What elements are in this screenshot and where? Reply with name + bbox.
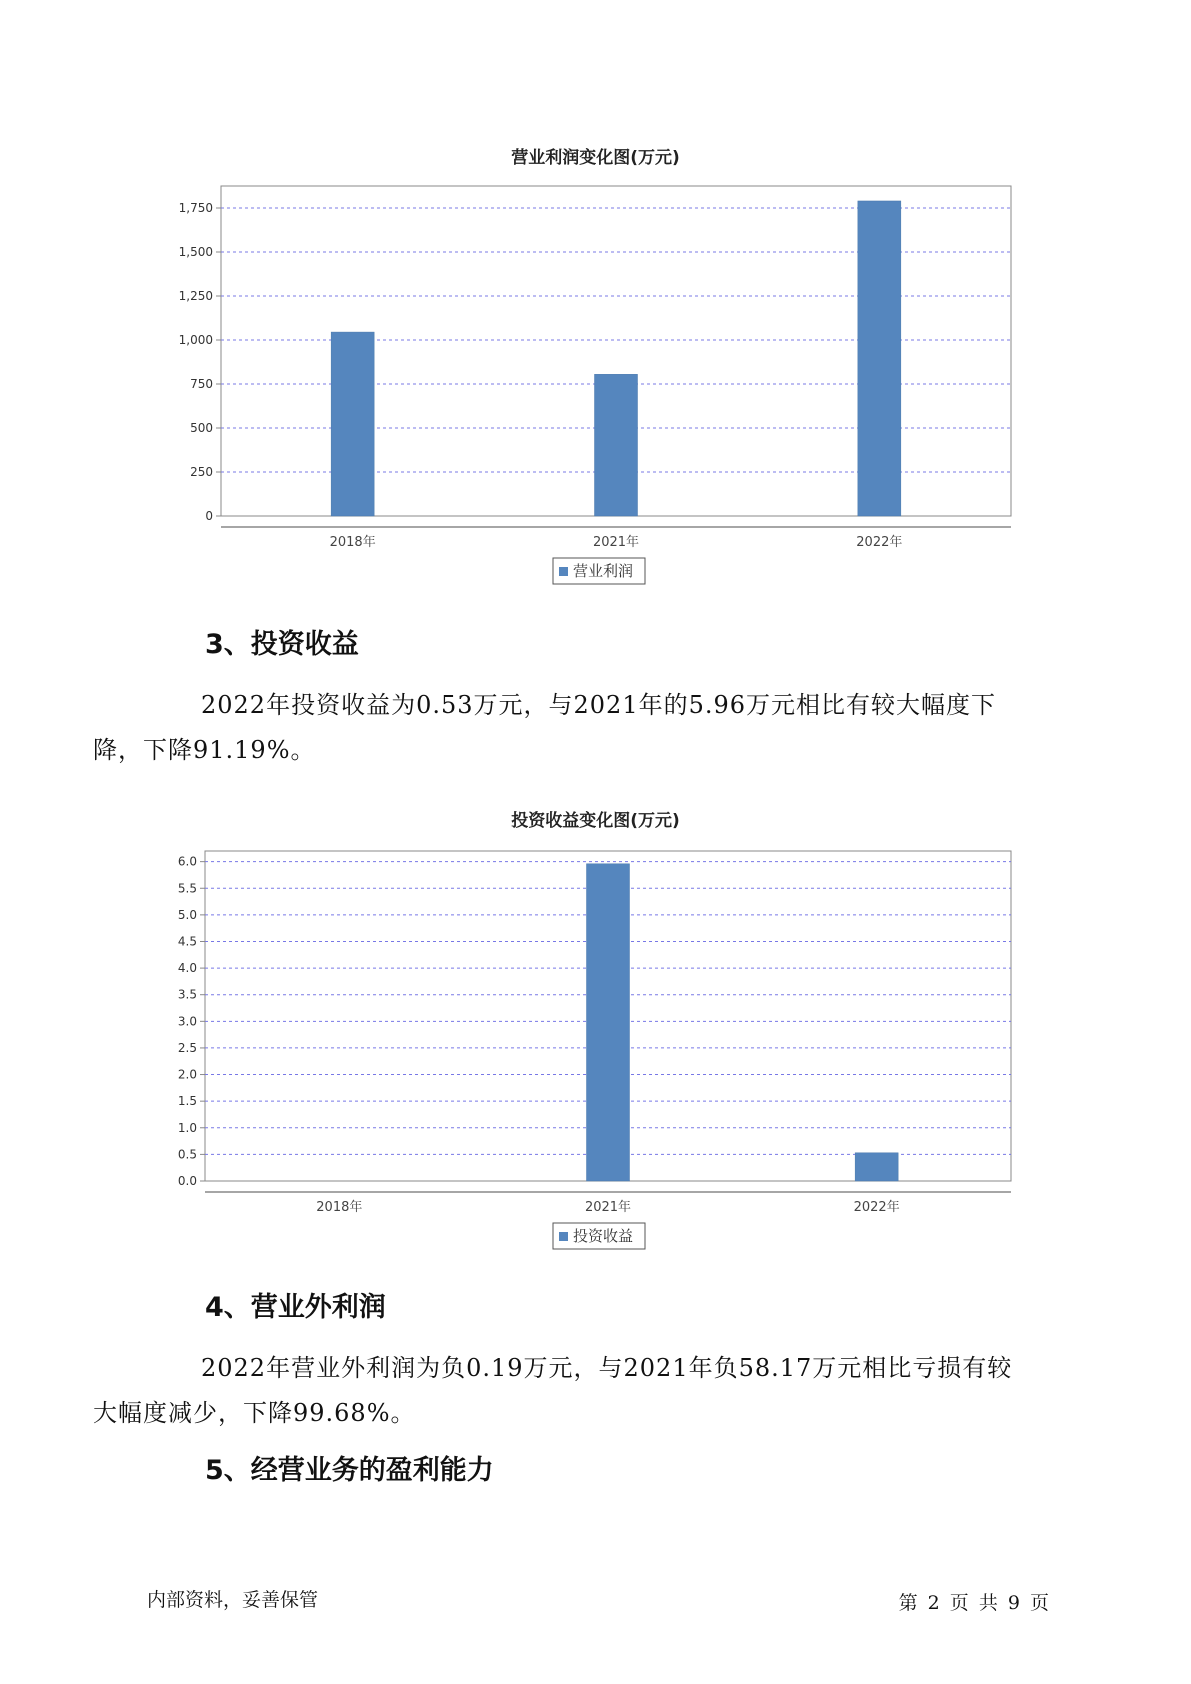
chart2-bar-2 (855, 1153, 898, 1181)
chart2-ytick-label: 0.5 (177, 1147, 197, 1162)
chart1-ytick-label: 750 (190, 377, 213, 391)
chart1-xtick-label: 2021年 (592, 535, 640, 550)
chart1-bar-0 (331, 332, 374, 516)
chart1-bar-1 (595, 374, 638, 516)
section-4-line-1: 2022年营业外利润为负0.19万元，与2021年负58.17万元相比亏损有较 (201, 1354, 1013, 1382)
chart1-ytick-label: 1,500 (178, 245, 213, 259)
section-5-heading: 5、经营业务的盈利能力 (205, 1455, 494, 1486)
section-4-paragraph (93, 1346, 1057, 1436)
chart2-xtick-label: 2018年 (316, 1200, 363, 1215)
chart2-ytick-label: 1.0 (177, 1120, 197, 1135)
chart1-xtick-label: 2018年 (329, 535, 376, 550)
section-4-heading: 4、营业外利润 (205, 1292, 386, 1323)
chart2-ytick-label: 3.5 (177, 987, 197, 1002)
chart2-ytick-label: 2.0 (177, 1067, 197, 1082)
chart2-ytick-label: 1.5 (177, 1094, 197, 1109)
chart1-ytick-label: 1,250 (178, 289, 213, 303)
chart1-ytick-label: 250 (190, 465, 213, 479)
footer-confidential-note: 内部资料，妥善保管 (147, 1589, 319, 1611)
chart1-ytick-label: 500 (190, 421, 213, 435)
operating-profit-chart (0, 170, 1191, 590)
chart2-xtick-label: 2022年 (853, 1200, 900, 1215)
section-3-line-2: 降，下降91.19%。 (93, 736, 316, 764)
chart2-ytick-label: 4.5 (177, 934, 197, 949)
chart2-xtick-label: 2021年 (584, 1200, 632, 1215)
chart2-bar-1 (587, 864, 630, 1181)
investment-income-chart (0, 835, 1191, 1255)
chart2-ytick-label: 3.0 (177, 1014, 197, 1029)
chart1-ytick-label: 1,750 (178, 201, 213, 215)
section-3-heading: 3、投资收益 (205, 629, 359, 660)
section-4-line-2: 大幅度减少，下降99.68%。 (93, 1399, 416, 1427)
chart1-legend-label: 营业利润 (573, 562, 634, 580)
chart2-title: 投资收益变化图(万元) (511, 811, 680, 831)
chart1-ytick-label: 1,000 (178, 333, 213, 347)
chart2-ytick-label: 4.0 (177, 961, 197, 976)
chart2-legend-label: 投资收益 (573, 1227, 634, 1245)
section-3-line-1: 2022年投资收益为0.53万元，与2021年的5.96万元相比有较大幅度下 (201, 691, 997, 719)
chart1-legend-swatch (559, 567, 568, 576)
chart1-xtick-label: 2022年 (856, 535, 903, 550)
footer-page-number: 第 2 页 共 9 页 (898, 1592, 1051, 1614)
chart1-legend (553, 558, 645, 584)
chart2-ytick-label: 5.5 (177, 881, 197, 896)
chart2-ytick-label: 6.0 (177, 854, 197, 869)
chart2-legend (553, 1223, 645, 1249)
chart2-ytick-label: 0.0 (177, 1174, 197, 1188)
chart2-ytick-label: 5.0 (177, 907, 197, 922)
chart2-ytick-label: 2.5 (177, 1040, 197, 1055)
section-3-paragraph (93, 683, 1057, 773)
chart1-title: 营业利润变化图(万元) (511, 148, 680, 168)
chart2-legend-swatch (559, 1232, 568, 1241)
chart1-bar-2 (858, 201, 901, 516)
chart1-ytick-label: 0 (205, 509, 213, 523)
